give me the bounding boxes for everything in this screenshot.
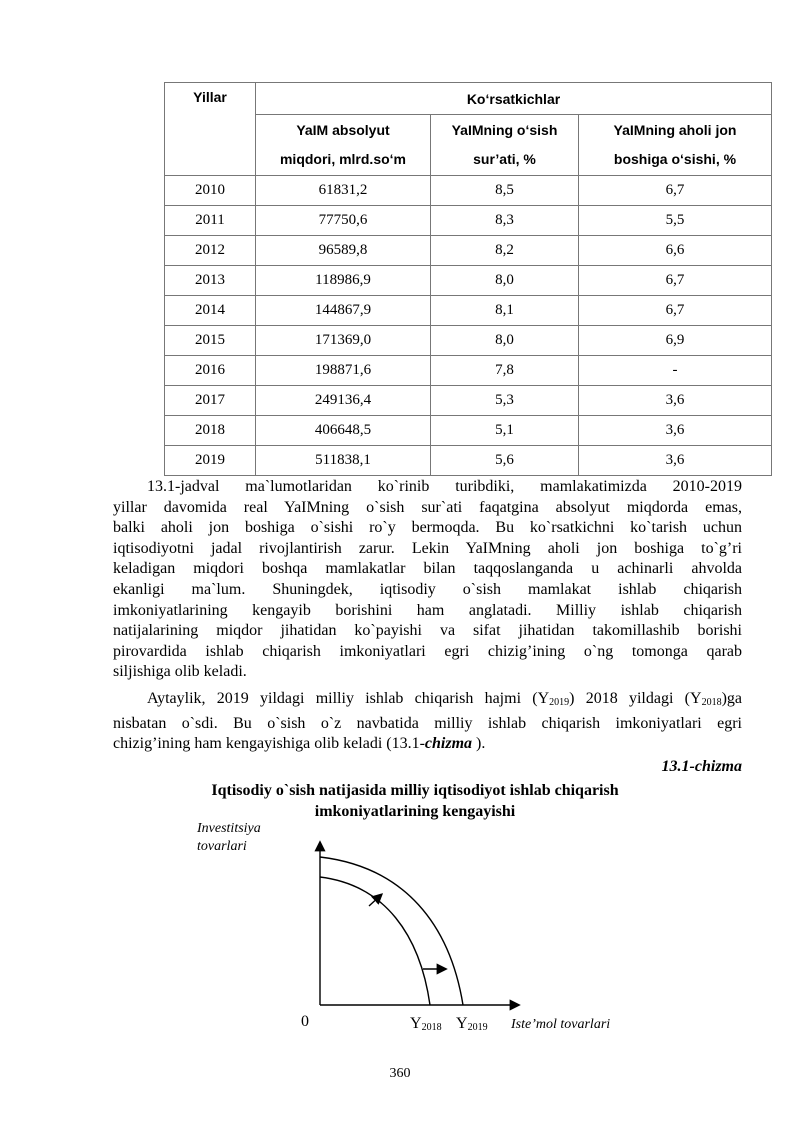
ppf-curve-2018 [320, 877, 430, 1005]
y2018-label [410, 1015, 442, 1033]
paragraph-line: natijalarining miqdor jihatidan ko`payishi va sifat jihatidan takomillashib borishi [113, 622, 742, 640]
text-run: Aytaylik, 2019 yildagi milliy ishlab chiqarish hajmi (Y [147, 690, 550, 707]
cell-gdp: 77750,6 [256, 206, 431, 236]
cell-per-capita: 6,7 [579, 296, 772, 326]
cell-gdp: 61831,2 [256, 176, 431, 206]
table-row [165, 416, 772, 446]
cell-growth: 5,6 [431, 446, 579, 476]
y2019-label [456, 1015, 488, 1033]
table-row [165, 386, 772, 416]
page-number: 360 [389, 1066, 411, 1081]
gdp-statistics-table [164, 82, 772, 476]
col-header-growth-l2: sur’ati, % [473, 151, 536, 167]
col-header-per-capita [579, 115, 772, 176]
cell-per-capita: 5,5 [579, 206, 772, 236]
figure-title-line1: Iqtisodiy o`sish natijasida milliy iqtisodiyot ishlab chiqarish [211, 782, 619, 799]
cell-year: 2018 [165, 416, 256, 446]
table-row [165, 446, 772, 476]
paragraph-line: iqtisodiyotni jadal rivojlantirish zarur. Lekin YaIMning aholi jon boshiga to`g’ri [113, 539, 742, 557]
cell-gdp: 144867,9 [256, 296, 431, 326]
col-header-growth-l1: YaIMning o‘sish [451, 122, 558, 138]
cell-year: 2013 [165, 266, 256, 296]
table-row [165, 356, 772, 386]
paragraph-table-analysis [113, 477, 742, 683]
table-row [165, 266, 772, 296]
col-header-per-capita-l2: boshiga o‘sishi, % [613, 151, 737, 167]
paragraph-line [113, 734, 742, 755]
cell-growth: 7,8 [431, 356, 579, 386]
col-header-growth [431, 115, 579, 176]
cell-per-capita: 3,6 [579, 386, 772, 416]
paragraph-line: keladigan miqdori boshqa mamlakatlar bilan taqqoslanganda u achinarli ahvolda [113, 560, 742, 578]
cell-gdp: 96589,8 [256, 236, 431, 266]
y2019-label-base: Y [456, 1015, 468, 1032]
ppf-curve-2019 [320, 857, 463, 1005]
col-header-years: Yillar [165, 83, 256, 176]
y2018-label-sub: 2018 [421, 1022, 442, 1033]
x-axis-label: Iste’mol tovarlari [511, 1017, 611, 1032]
cell-growth: 8,0 [431, 266, 579, 296]
cell-growth: 8,0 [431, 326, 579, 356]
cell-year: 2010 [165, 176, 256, 206]
cell-year: 2012 [165, 236, 256, 266]
cell-gdp: 198871,6 [256, 356, 431, 386]
subscript: 2019 [549, 697, 570, 708]
paragraph-line: balki aholi jon boshiga o`sishi ro`y bermoqda. Bu ko`rsatkichni ko`tarish uchun [113, 519, 742, 537]
cell-gdp: 406648,5 [256, 416, 431, 446]
cell-year: 2019 [165, 446, 256, 476]
cell-growth: 8,5 [431, 176, 579, 206]
table-row [165, 206, 772, 236]
paragraph-line: imkoniyatlarining kengayib borishini ham anglatadi. Milliy ishlab chiqarish [113, 601, 742, 619]
table-row [165, 236, 772, 266]
cell-per-capita: 6,7 [579, 266, 772, 296]
y2019-label-sub: 2019 [467, 1022, 488, 1033]
cell-year: 2017 [165, 386, 256, 416]
subscript: 2018 [701, 697, 722, 708]
paragraph-line: nisbatan o`sdi. Bu o`sish o`z navbatida milliy ishlab chiqarish imkoniyatlari egri [113, 714, 742, 732]
col-header-gdp-l2: miqdori, mlrd.so‘m [279, 151, 406, 167]
paragraph-line: yillar davomida real YaIMning o`sish sur`ati faqatgina absolyut miqdorda emas, [113, 498, 742, 516]
paragraph-line [113, 689, 742, 714]
cell-per-capita: - [579, 356, 772, 386]
cell-gdp: 249136,4 [256, 386, 431, 416]
cell-gdp: 511838,1 [256, 446, 431, 476]
cell-per-capita: 6,6 [579, 236, 772, 266]
cell-growth: 8,3 [431, 206, 579, 236]
paragraph-line: siljishiga olib keladi. [113, 663, 247, 681]
text-run: ). [472, 735, 486, 753]
table-row [165, 176, 772, 206]
paragraph-line: 13.1-jadval ma`lumotlaridan ko`rinib turibdiki, mamlakatimizda 2010-2019 [147, 478, 742, 495]
y-axis-label-line1: Investitsiya [197, 821, 261, 836]
paragraph-ppf-intro [113, 689, 742, 755]
cell-year: 2016 [165, 356, 256, 386]
text-run: )ga [721, 690, 743, 707]
text-run: ) 2018 yildagi (Y [569, 690, 702, 707]
y-axis-label-line2: tovarlari [197, 839, 247, 854]
table-row [165, 326, 772, 356]
figure-number: 13.1-chizma [661, 758, 742, 775]
paragraph-line: pirovardida ishlab chiqarish imkoniyatlari egri chizig’ining o`ng tomonga qarab [113, 642, 742, 660]
origin-label: 0 [301, 1013, 309, 1030]
text-run: chizig’ining ham kengayishiga olib keladi (13.1- [113, 735, 425, 753]
cell-growth: 8,2 [431, 236, 579, 266]
col-header-gdp [256, 115, 431, 176]
col-header-indicators: Ko‘rsatkichlar [256, 83, 772, 115]
figure-title-line2: imkoniyatlarining kengayishi [314, 803, 516, 820]
cell-growth: 8,1 [431, 296, 579, 326]
cell-gdp: 171369,0 [256, 326, 431, 356]
ppf-diagram [180, 815, 640, 1040]
col-header-per-capita-l1: YaIMning aholi jon [613, 122, 737, 138]
cell-year: 2011 [165, 206, 256, 236]
cell-per-capita: 6,9 [579, 326, 772, 356]
cell-gdp: 118986,9 [256, 266, 431, 296]
cell-year: 2015 [165, 326, 256, 356]
paragraph-line: ekanligi ma`lum. Shuningdek, iqtisodiy o`sish mamlakat ishlab chiqarish [113, 580, 742, 598]
figure-reference: chizma [424, 735, 473, 753]
col-header-gdp-l1: YaIM absolyut [296, 122, 390, 138]
cell-growth: 5,1 [431, 416, 579, 446]
y2018-label-base: Y [410, 1015, 422, 1032]
cell-year: 2014 [165, 296, 256, 326]
cell-per-capita: 3,6 [579, 416, 772, 446]
table-row [165, 296, 772, 326]
cell-per-capita: 3,6 [579, 446, 772, 476]
cell-growth: 5,3 [431, 386, 579, 416]
cell-per-capita: 6,7 [579, 176, 772, 206]
